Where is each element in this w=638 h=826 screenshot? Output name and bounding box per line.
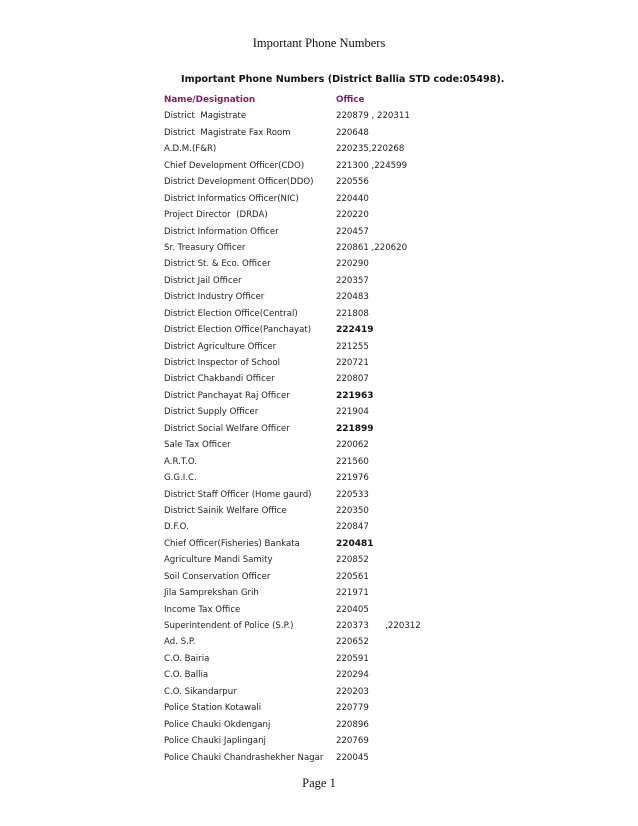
row-office-number: 220769 <box>336 736 369 747</box>
row-designation: District Panchayat Raj Officer <box>164 390 290 401</box>
table-row <box>164 371 464 387</box>
table-row <box>164 273 464 289</box>
row-office-number: 220483 <box>336 292 369 303</box>
row-designation: C.O. Ballia <box>164 670 209 681</box>
row-designation: Ad. S.P. <box>164 637 196 648</box>
row-office-number: 220357 <box>336 275 369 286</box>
table-row <box>164 355 464 371</box>
row-designation: Police Station Kotawali <box>164 703 262 714</box>
table-row <box>164 618 464 634</box>
row-office-number: 220350 <box>336 505 369 516</box>
row-designation: A.R.T.O. <box>164 456 197 467</box>
row-designation: District Jail Officer <box>164 275 242 286</box>
table-body <box>164 108 464 766</box>
table-row <box>164 404 464 420</box>
row-designation: District Magistrate Fax Room <box>164 127 291 138</box>
row-designation: District Inspector of School <box>164 358 280 368</box>
row-office-number: 220235,220268 <box>336 144 405 155</box>
table-row <box>164 569 464 585</box>
row-designation: District Election Office(Central) <box>164 308 298 319</box>
table-row <box>164 191 464 207</box>
row-office-number: 220648 <box>336 127 369 138</box>
table-row <box>164 733 464 749</box>
table-row <box>164 240 464 256</box>
document-heading: Important Phone Numbers (District Ballia STD code:05498). <box>181 74 505 85</box>
table-row <box>164 717 464 733</box>
table-row <box>164 634 464 650</box>
table-row <box>164 503 464 519</box>
column-header-office: Office <box>336 95 365 105</box>
row-designation: Jila Samprekshan Grih <box>164 588 259 599</box>
row-office-number: 221300 ,224599 <box>336 160 408 171</box>
row-office-number: 220062 <box>336 440 369 451</box>
page-number: Page 1 <box>302 776 336 790</box>
row-designation: Police Chauki Japlinganj <box>164 736 266 747</box>
row-designation: C.O. Bairia <box>164 653 210 664</box>
row-office-number: 220405 <box>336 604 369 615</box>
table-row <box>164 339 464 355</box>
row-designation: District Magistrate <box>164 111 247 122</box>
row-designation: District Agriculture Officer <box>164 341 277 352</box>
table-row <box>164 224 464 240</box>
table-row <box>164 667 464 683</box>
row-office-number: 220807 <box>336 374 369 385</box>
row-designation: Project Director (DRDA) <box>164 210 268 221</box>
row-designation: District Informatics Officer(NIC) <box>164 193 299 204</box>
row-designation: A.D.M.(F&R) <box>164 144 217 155</box>
row-office-number: 222419 <box>336 325 374 336</box>
row-office-number: 220591 <box>336 653 369 664</box>
table-row <box>164 585 464 601</box>
table-row <box>164 421 464 437</box>
row-designation: D.F.O. <box>164 522 189 533</box>
row-designation: District St. & Eco. Officer <box>164 259 271 270</box>
row-designation: Income Tax Office <box>164 604 241 615</box>
table-row <box>164 750 464 766</box>
table-row <box>164 158 464 174</box>
row-office-number: 220290 <box>336 259 369 270</box>
row-office-number: 221808 <box>336 308 369 319</box>
row-office-number: 220779 <box>336 703 369 714</box>
table-row <box>164 256 464 272</box>
column-header-name: Name/Designation <box>164 95 256 105</box>
table-row <box>164 174 464 190</box>
table-row <box>164 536 464 552</box>
table-row <box>164 470 464 486</box>
row-designation: G.G.I.C. <box>164 473 197 484</box>
table-row <box>164 454 464 470</box>
row-designation: District Election Office(Panchayat) <box>164 325 312 336</box>
table-row <box>164 289 464 305</box>
table-row <box>164 108 464 124</box>
row-designation: Chief Development Officer(CDO) <box>164 160 305 171</box>
row-office-number: 220561 <box>336 571 369 582</box>
row-office-number: 220373 ,220312 <box>336 621 421 631</box>
row-designation: District Chakbandi Officer <box>164 374 275 385</box>
table-header-row <box>164 92 464 108</box>
row-office-number: 220440 <box>336 193 369 204</box>
row-designation: Police Chauki Chandrashekher Nagar <box>164 752 324 763</box>
row-office-number: 220721 <box>336 358 369 368</box>
row-designation: Chief Officer(Fisheries) Bankata <box>164 538 300 549</box>
row-designation: District Supply Officer <box>164 407 259 418</box>
row-office-number: 220533 <box>336 489 369 500</box>
row-office-number: 220879 , 220311 <box>336 111 410 122</box>
row-office-number: 220203 <box>336 686 369 697</box>
row-office-number: 220556 <box>336 177 369 188</box>
row-office-number: 221971 <box>336 588 369 599</box>
row-office-number: 221255 <box>336 341 369 352</box>
row-office-number: 220294 <box>336 670 369 681</box>
row-office-number: 220045 <box>336 752 369 763</box>
row-designation: Agriculture Mandi Samity <box>164 555 273 566</box>
table-row <box>164 700 464 716</box>
row-designation: Sr. Treasury Officer <box>164 242 246 253</box>
row-designation: Soil Conservation Officer <box>164 571 271 582</box>
row-office-number: 221904 <box>336 407 369 418</box>
row-office-number: 221976 <box>336 473 369 484</box>
row-office-number: 220652 <box>336 637 369 648</box>
row-office-number: 220852 <box>336 555 369 566</box>
row-designation: District Sainik Welfare Office <box>164 505 287 516</box>
row-office-number: 220896 <box>336 719 369 730</box>
row-designation: Superintendent of Police (S.P.) <box>164 621 294 631</box>
table-row <box>164 207 464 223</box>
table-row <box>164 602 464 618</box>
row-designation: Police Chauki Okdenganj <box>164 719 271 730</box>
table-row <box>164 487 464 503</box>
table-row <box>164 322 464 338</box>
table-row <box>164 388 464 404</box>
row-office-number: 221560 <box>336 456 369 467</box>
row-designation: District Development Officer(DDO) <box>164 177 314 188</box>
row-designation: District Staff Officer (Home gaurd) <box>164 489 312 500</box>
row-office-number: 221963 <box>336 390 374 401</box>
row-designation: Sale Tax Officer <box>164 440 231 451</box>
row-designation: C.O. Sikandarpur <box>164 686 237 697</box>
row-office-number: 221899 <box>336 423 374 434</box>
table-row <box>164 437 464 453</box>
row-office-number: 220861 ,220620 <box>336 242 408 253</box>
row-designation: District Social Welfare Officer <box>164 423 290 434</box>
table-row <box>164 141 464 157</box>
row-designation: District Information Officer <box>164 226 279 237</box>
row-office-number: 220481 <box>336 538 374 549</box>
table-row <box>164 552 464 568</box>
row-office-number: 220847 <box>336 522 369 533</box>
row-office-number: 220220 <box>336 210 369 221</box>
row-designation: District Industry Officer <box>164 292 265 303</box>
table-row <box>164 306 464 322</box>
table-row <box>164 651 464 667</box>
page-header-title: Important Phone Numbers <box>252 36 386 50</box>
table-row <box>164 519 464 535</box>
table-row <box>164 684 464 700</box>
table-row <box>164 125 464 141</box>
row-office-number: 220457 <box>336 226 369 237</box>
phone-table <box>164 92 464 766</box>
